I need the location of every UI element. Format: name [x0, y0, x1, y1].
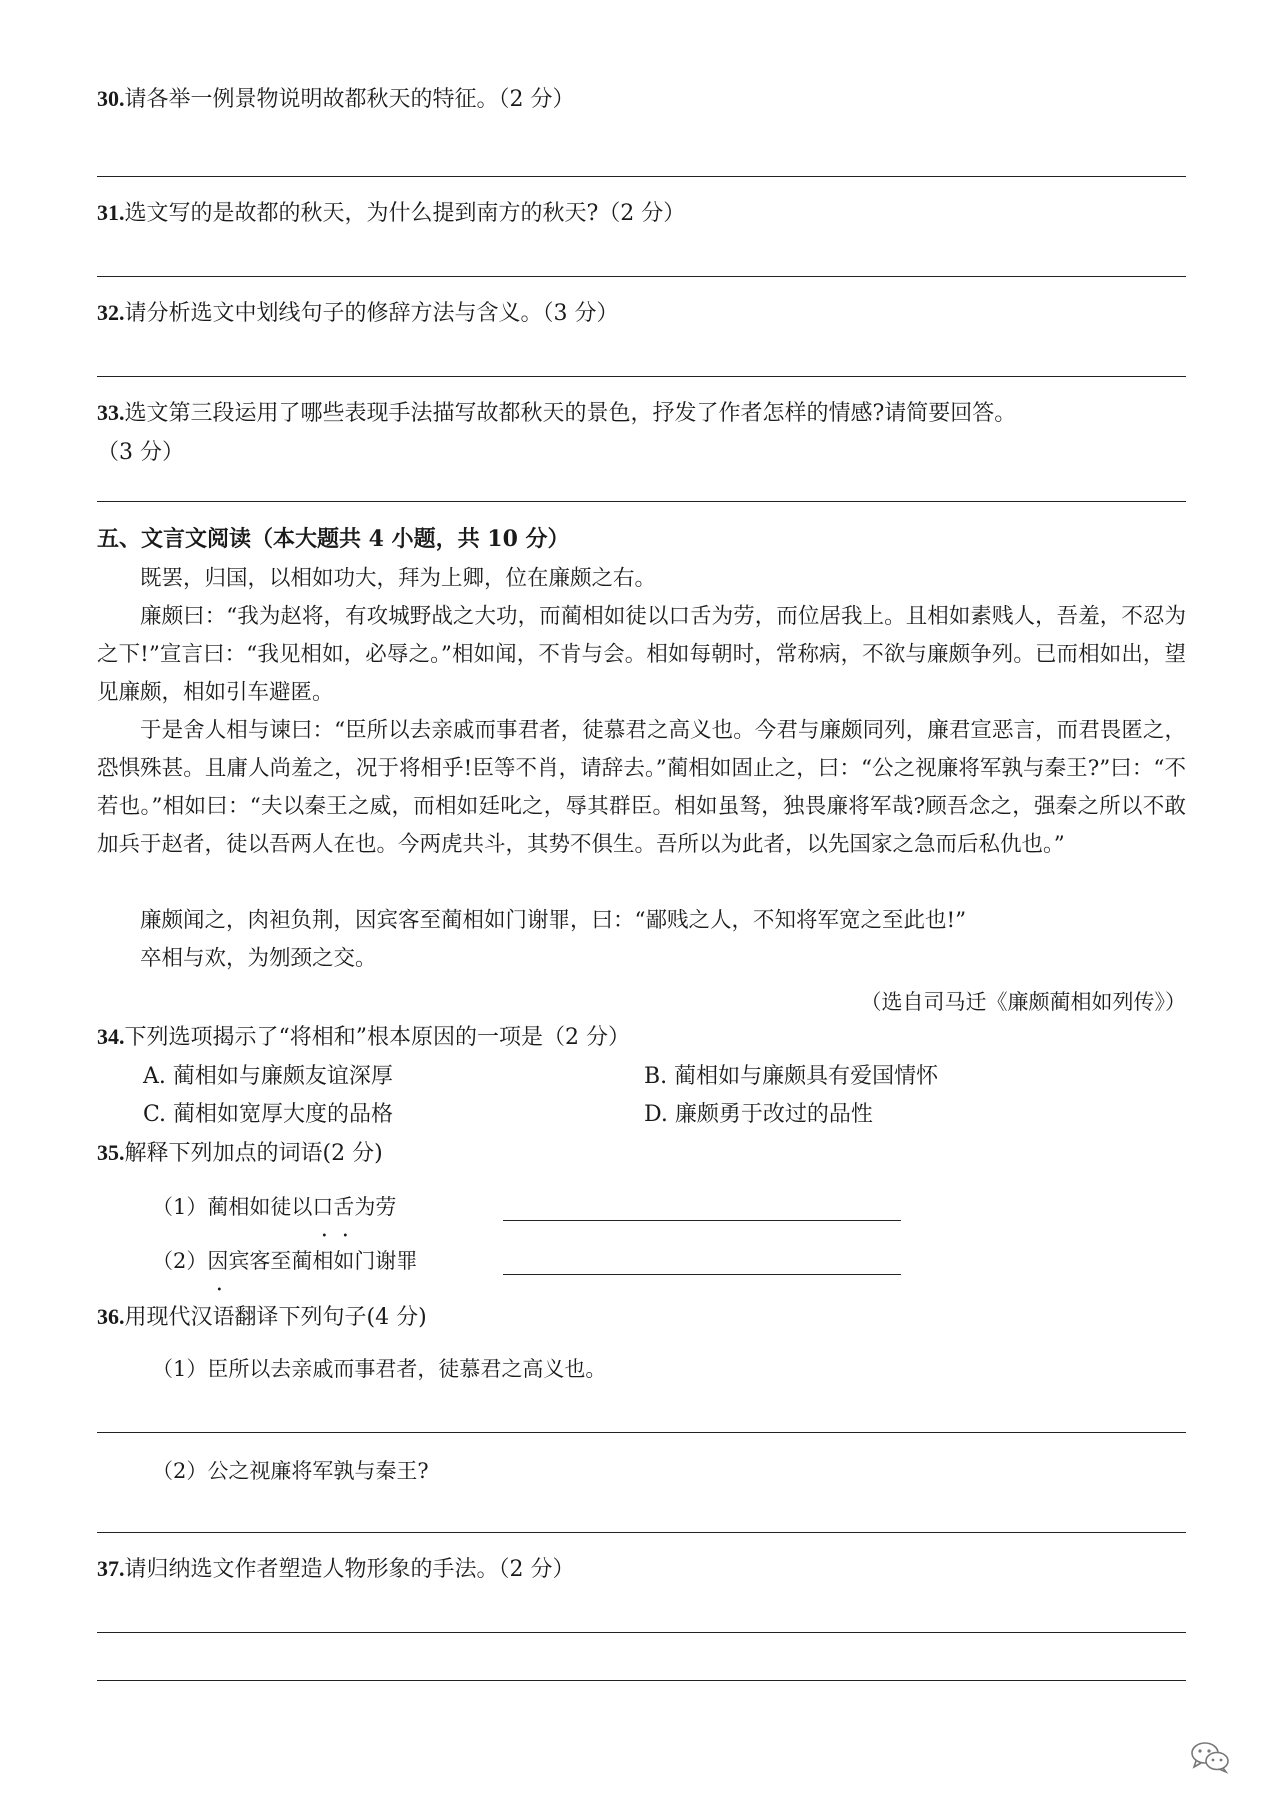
emphasis-dot: • — [342, 1231, 349, 1242]
emphasis-dot: • — [321, 1231, 328, 1242]
question-text: 请归纳选文作者塑造人物形象的手法。（2 分） — [124, 1557, 575, 1582]
passage-paragraph: 于是舍人相与谏曰：“臣所以去亲戚而事君者，徒慕君之高义也。今君与廉颇同列，廉君宣恶言，而君畏匿之，恐惧殊甚。且庸人尚羞之，况于将相乎!臣等不肖，请辞去。”蔺相如固止之，曰：“公之视廉将军孰与秦王?”曰：“不若也。”相如曰：“夫以秦王之威，而相如廷叱之，辱其群臣。相如虽驽，独畏廉将军哉?顾吾念之，强秦之所以不敢加兵于赵者，徒以吾两人在也。今两虎共斗，其势不俱生。吾所以为此者，以先国家之急而后私仇也。” — [97, 718, 1186, 857]
sub-item-text: 蔺相如徒以 — [207, 1195, 313, 1219]
question-31 — [97, 198, 685, 229]
passage-source: （选自司马迁《廉颇蔺相如列传》） — [860, 990, 1186, 1014]
question-text: 下列选项揭示了“将相和”根本原因的一项是（2 分） — [124, 1025, 630, 1050]
passage-paragraph: 廉颇曰：“我为赵将，有攻城野战之大功，而蔺相如徒以口舌为劳，而位居我上。且相如素贱人，吾羞，不忍为之下!”宣言曰：“我见相如，必辱之。”相如闻，不肯与会。相如每朝时，常称病，不欲与廉颇争列。已而相如出，望见廉颇，相如引车避匿。 — [97, 604, 1186, 705]
question-36 — [97, 1302, 427, 1333]
sub-item-2: （2）公之视廉将军孰与秦王? — [152, 1459, 429, 1483]
sub-item-number: （1） — [152, 1195, 208, 1219]
question-35 — [97, 1138, 383, 1169]
answer-line[interactable] — [97, 176, 1186, 177]
question-30 — [97, 84, 575, 115]
question-text: 解释下列加点的词语(2 分) — [124, 1141, 383, 1166]
answer-line[interactable] — [97, 501, 1186, 502]
question-number: 36. — [97, 1304, 125, 1329]
section-heading: 五、文言文阅读（本大题共 4 小题，共 10 分） — [97, 526, 570, 552]
answer-line[interactable] — [97, 1532, 1186, 1533]
passage-paragraph: 既罢，归国，以相如功大，拜为上卿，位在廉颇之右。 — [140, 566, 657, 591]
question-text: 请各举一例景物说明故都秋天的特征。（2 分） — [124, 87, 575, 112]
question-number: 30. — [97, 86, 125, 111]
question-number: 33. — [97, 400, 125, 425]
question-number: 32. — [97, 300, 125, 325]
wechat-logo-icon — [1190, 1740, 1230, 1774]
question-text: 选文第三段运用了哪些表现手法描写故都秋天的景色，抒发了作者怎样的情感?请简要回答。 — [124, 401, 1017, 426]
question-number: 37. — [97, 1556, 125, 1581]
answer-line[interactable] — [97, 1680, 1186, 1681]
question-number: 35. — [97, 1140, 125, 1165]
question-33 — [97, 398, 1016, 429]
emphasis-dot: • — [216, 1285, 223, 1296]
answer-line[interactable] — [97, 1632, 1186, 1633]
option-a[interactable]: A. 蔺相如与廉颇友谊深厚 — [143, 1064, 393, 1089]
question-33-score: （3 分） — [97, 440, 184, 465]
answer-line[interactable] — [97, 376, 1186, 377]
question-37 — [97, 1554, 575, 1585]
answer-line[interactable] — [97, 276, 1186, 277]
sub-item-text: 宾客至蔺相如门谢罪 — [228, 1249, 418, 1273]
question-number: 31. — [97, 200, 125, 225]
answer-blank[interactable] — [503, 1274, 901, 1275]
sub-item-number: （2） — [152, 1249, 208, 1273]
dotted-char: 因 • — [207, 1249, 228, 1273]
dotted-char: 口 • — [312, 1195, 333, 1219]
answer-line[interactable] — [97, 1432, 1186, 1433]
question-text: 选文写的是故都的秋天，为什么提到南方的秋天?（2 分） — [124, 201, 686, 226]
answer-blank[interactable] — [503, 1220, 901, 1221]
sub-item-1 — [152, 1192, 397, 1242]
question-text: 请分析选文中划线句子的修辞方法与含义。（3 分） — [124, 301, 619, 326]
question-number: 34. — [97, 1024, 125, 1049]
option-d[interactable]: D. 廉颇勇于改过的品性 — [644, 1102, 873, 1127]
sub-item-2 — [152, 1246, 418, 1296]
question-text: 用现代汉语翻译下列句子(4 分) — [124, 1305, 427, 1330]
passage-paragraph: 卒相与欢，为刎颈之交。 — [140, 946, 377, 971]
question-34 — [97, 1022, 630, 1053]
sub-item-1: （1）臣所以去亲戚而事君者，徒慕君之高义也。 — [152, 1357, 607, 1381]
option-c[interactable]: C. 蔺相如宽厚大度的品格 — [143, 1102, 394, 1127]
option-b[interactable]: B. 蔺相如与廉颇具有爱国情怀 — [644, 1064, 939, 1089]
question-32 — [97, 298, 619, 329]
dotted-char: 舌 • — [333, 1195, 354, 1219]
sub-item-text: 为劳 — [354, 1195, 397, 1219]
passage-paragraph: 廉颇闻之，肉袒负荆，因宾客至蔺相如门谢罪，曰：“鄙贱之人，不知将军宽之至此也!” — [140, 908, 967, 933]
